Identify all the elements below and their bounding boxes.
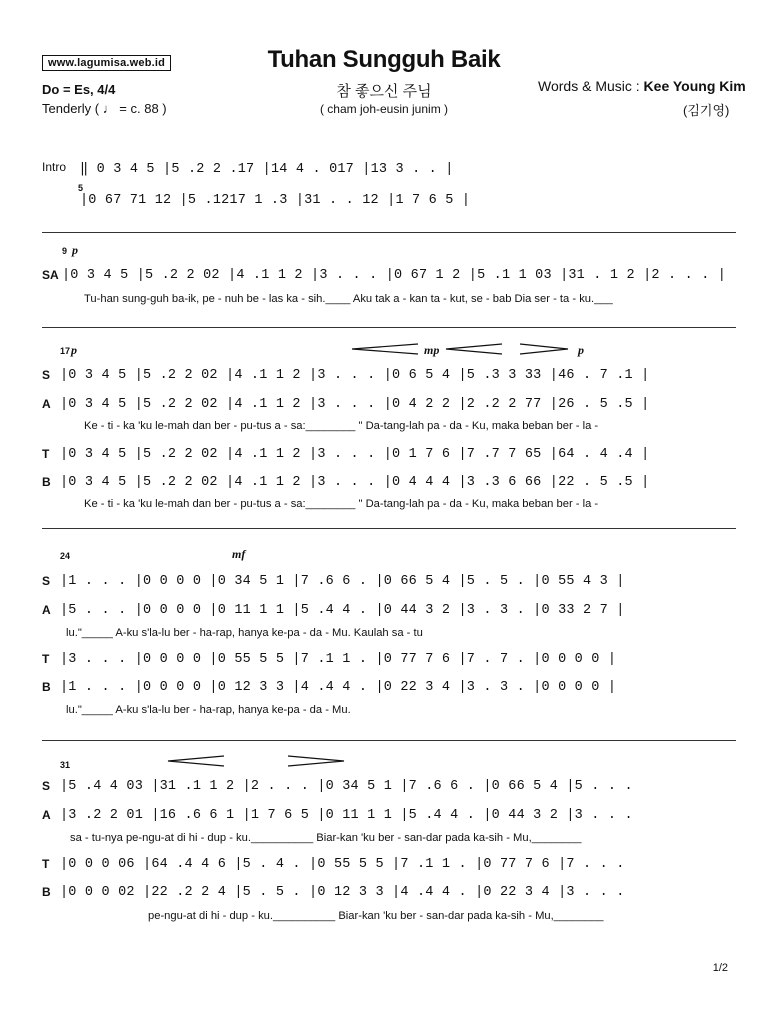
dynamic-marking: p xyxy=(72,243,78,257)
composer-name-korean: (김기영) xyxy=(683,103,730,118)
lyrics-line: lu."_____ A-ku s'la-lu ber - ha-rap, hanya ke-pa - da - Mu. Kaulah sa - tu xyxy=(66,627,423,639)
composer-name: Kee Young Kim xyxy=(643,78,746,94)
alto-notes: |0 3 4 5 |5 .2 2 02 |4 .1 1 2 |3 . . . |0 4 2 2 |2 .2 2 77 |26 . 5 .5 | xyxy=(60,397,650,412)
song-title-romanized: ( cham joh-eusin junim ) xyxy=(319,102,449,116)
measure-number: 17 xyxy=(60,346,71,356)
page-number: 1/2 xyxy=(712,962,728,974)
decrescendo-hairpin xyxy=(518,343,570,355)
bass-notes: |1 . . . |0 0 0 0 |0 12 3 3 |4 .4 4 . |0 22 3 4 |3 . 3 . |0 0 0 0 | xyxy=(60,680,617,695)
song-title-korean: 참 좋으신 주님 xyxy=(336,83,432,100)
lyrics-line: Tu-han sung-guh ba-ik, pe - nuh be - las ka - sih.____ Aku tak a - kan ta - kut, se - bab Dia ser - ta - ku.___ xyxy=(84,293,613,305)
voice-label-a: A xyxy=(42,397,51,411)
soprano-notes: |5 .4 4 03 |31 .1 1 2 |2 . . . |0 34 5 1 |7 .6 6 . |0 66 5 4 |5 . . . xyxy=(60,779,633,794)
voice-label-s: S xyxy=(42,574,51,588)
voice-label-sa: SA xyxy=(42,268,59,282)
voice-label-b: B xyxy=(42,885,51,899)
voice-label-s: S xyxy=(42,779,51,793)
alto-notes: |5 . . . |0 0 0 0 |0 11 1 1 |5 .4 4 . |0 44 3 2 |3 . 3 . |0 33 2 7 | xyxy=(60,603,625,618)
bass-notes: |0 0 0 02 |22 .2 2 4 |5 . 5 . |0 12 3 3 |4 .4 4 . |0 22 3 4 |3 . . . xyxy=(60,885,625,900)
website-label: www.lagumisa.web.id xyxy=(42,55,171,71)
crescendo-hairpin xyxy=(350,343,420,355)
dynamic-marking: p xyxy=(71,343,77,357)
measure-number: 31 xyxy=(60,760,71,770)
credits-label: Words & Music : xyxy=(538,78,644,94)
voice-label-t: T xyxy=(42,857,50,871)
system-divider xyxy=(42,740,736,741)
lyrics-line: Ke - ti - ka 'ku le-mah dan ber - pu-tus a - sa:________ " Da-tang-lah pa - da - Ku, maka beban ber - la - xyxy=(84,498,599,510)
intro-line-2: |0 67 71 12 |5 .1217 1 .3 |31 . . 12 |1 7 6 5 | xyxy=(80,193,471,208)
tenor-notes: |0 3 4 5 |5 .2 2 02 |4 .1 1 2 |3 . . . |0 1 7 6 |7 .7 7 65 |64 . 4 .4 | xyxy=(60,447,650,462)
measure-number: 5 xyxy=(78,183,84,193)
sa-notes: |0 3 4 5 |5 .2 2 02 |4 .1 1 2 |3 . . . |0 67 1 2 |5 .1 1 03 |31 . 1 2 |2 . . . | xyxy=(62,268,727,283)
intro-line-1: ‖ 0 3 4 5 |5 .2 2 .17 |14 4 . 017 |13 3 . . | xyxy=(80,162,454,177)
soprano-notes: |0 3 4 5 |5 .2 2 02 |4 .1 1 2 |3 . . . |0 6 5 4 |5 .3 3 33 |46 . 7 .1 | xyxy=(60,368,650,383)
system-divider xyxy=(42,232,736,233)
alto-notes: |3 .2 2 01 |16 .6 6 1 |1 7 6 5 |0 11 1 1 |5 .4 4 . |0 44 3 2 |3 . . . xyxy=(60,808,633,823)
credits xyxy=(538,78,746,94)
voice-label-s: S xyxy=(42,368,51,382)
intro-label: Intro xyxy=(42,160,67,174)
song-title: Tuhan Sungguh Baik xyxy=(267,46,501,73)
tenor-notes: |3 . . . |0 0 0 0 |0 55 5 5 |7 .1 1 . |0 77 7 6 |7 . 7 . |0 0 0 0 | xyxy=(60,652,617,667)
lyrics-line: lu."_____ A-ku s'la-lu ber - ha-rap, hanya ke-pa - da - Mu. xyxy=(66,704,351,716)
voice-label-t: T xyxy=(42,447,50,461)
system-divider xyxy=(42,327,736,328)
bass-notes: |0 3 4 5 |5 .2 2 02 |4 .1 1 2 |3 . . . |0 4 4 4 |3 .3 6 66 |22 . 5 .5 | xyxy=(60,475,650,490)
dynamic-marking: mp xyxy=(424,343,440,357)
tenor-notes: |0 0 0 06 |64 .4 4 6 |5 . 4 . |0 55 5 5 |7 .1 1 . |0 77 7 6 |7 . . . xyxy=(60,857,625,872)
lyrics-line: Ke - ti - ka 'ku le-mah dan ber - pu-tus a - sa:________ " Da-tang-lah pa - da - Ku, maka beban ber - la - xyxy=(84,420,599,432)
voice-label-t: T xyxy=(42,652,50,666)
measure-number: 24 xyxy=(60,551,71,561)
lyrics-line: pe-ngu-at di hi - dup - ku.__________ Biar-kan 'ku ber - san-dar pada ka-sih - Mu,________ xyxy=(148,910,604,922)
tempo-marking: Tenderly ( ♩ = c. 88 ) xyxy=(42,101,167,116)
crescendo-hairpin xyxy=(166,755,226,767)
soprano-notes: |1 . . . |0 0 0 0 |0 34 5 1 |7 .6 6 . |0 66 5 4 |5 . 5 . |0 55 4 3 | xyxy=(60,574,625,589)
voice-label-a: A xyxy=(42,808,51,822)
voice-label-b: B xyxy=(42,680,51,694)
voice-label-a: A xyxy=(42,603,51,617)
decrescendo-hairpin xyxy=(286,755,346,767)
lyrics-line: sa - tu-nya pe-ngu-at di hi - dup - ku.__________ Biar-kan 'ku ber - san-dar pada ka-sih - Mu,________ xyxy=(70,832,582,844)
voice-label-b: B xyxy=(42,475,51,489)
measure-number: 9 xyxy=(62,246,68,256)
system-divider xyxy=(42,528,736,529)
key-signature: Do = Es, 4/4 xyxy=(42,82,116,97)
dynamic-marking: mf xyxy=(232,547,246,561)
dynamic-marking: p xyxy=(578,343,584,357)
crescendo-hairpin xyxy=(444,343,504,355)
